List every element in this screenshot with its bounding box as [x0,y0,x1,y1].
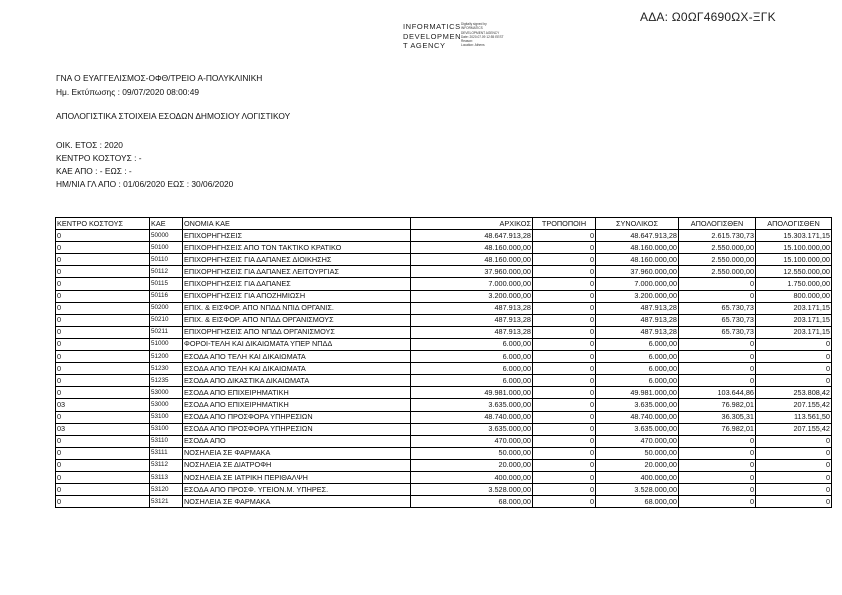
reported-month-cell: 0 [679,278,756,290]
reported-cumulative-cell: 15.100.000,00 [756,242,832,254]
initial-amount-cell: 470.000,00 [411,435,533,447]
print-date: Ημ. Εκτύπωσης : 09/07/2020 08:00:49 [56,87,200,97]
cost-center-cell: 0 [56,351,150,363]
column-header: ΑΠΟΛΟΓΙΣΘΕΝ [679,218,756,230]
kae-name-cell: ΕΣΟΔΑ ΑΠΟ [183,435,411,447]
kae-code-cell: 53100 [150,423,183,435]
kae-name-cell: ΕΣΟΔΑ ΑΠΟ ΕΠΙΧΕΙΡΗΜΑΤΙΚΗ [183,387,411,399]
table-row [56,254,832,266]
total-amount-cell: 20.000,00 [596,459,679,471]
modification-cell: 0 [533,375,596,387]
total-amount-cell: 470.000,00 [596,435,679,447]
reported-month-cell: 0 [679,351,756,363]
kae-code-cell: 50116 [150,290,183,302]
kae-name-cell: ΦΟΡΟΙ-ΤΕΛΗ ΚΑΙ ΔΙΚΑΙΩΜΑΤΑ ΥΠΕΡ ΝΠΔΔ [183,338,411,350]
reported-cumulative-cell: 203.171,15 [756,326,832,338]
ada-code: ΑΔΑ: Ω0ΩΓ4690ΩΧ-ΞΓΚ [640,10,776,24]
cost-center-cell: 0 [56,484,150,496]
kae-code-cell: 51000 [150,338,183,350]
total-amount-cell: 68.000,00 [596,496,679,508]
cost-center-cell: 0 [56,338,150,350]
initial-amount-cell: 48.160.000,00 [411,242,533,254]
kae-code-cell: 50200 [150,302,183,314]
reported-cumulative-cell: 0 [756,484,832,496]
table-row [56,484,832,496]
modification-cell: 0 [533,254,596,266]
cost-center-cell: 03 [56,399,150,411]
table-row [56,496,832,508]
cost-center-filter: ΚΕΝΤΡΟ ΚΟΣΤΟΥΣ : - [56,153,142,163]
cost-center-cell: 0 [56,230,150,242]
kae-name-cell: ΕΣΟΔΑ ΑΠΟ ΤΕΛΗ ΚΑΙ ΔΙΚΑΙΩΜΑΤΑ [183,351,411,363]
total-amount-cell: 6.000,00 [596,351,679,363]
modification-cell: 0 [533,266,596,278]
modification-cell: 0 [533,484,596,496]
cost-center-cell: 0 [56,266,150,278]
reported-month-cell: 65.730,73 [679,326,756,338]
kae-name-cell: ΕΠΙΧΟΡΗΓΗΣΕΙΣ ΓΙΑ ΔΑΠΑΝΕΣ ΛΕΙΤΟΥΡΓΙΑΣ [183,266,411,278]
modification-cell: 0 [533,363,596,375]
table-row [56,326,832,338]
table-row [56,338,832,350]
cost-center-cell: 0 [56,471,150,483]
total-amount-cell: 37.960.000,00 [596,266,679,278]
reported-cumulative-cell: 0 [756,471,832,483]
agency-logo-line: DEVELOPMEN [403,31,462,41]
initial-amount-cell: 3.528.000,00 [411,484,533,496]
table-row [56,435,832,447]
cost-center-cell: 0 [56,363,150,375]
total-amount-cell: 3.528.000,00 [596,484,679,496]
modification-cell: 0 [533,459,596,471]
kae-name-cell: ΕΣΟΔΑ ΑΠΟ ΕΠΙΧΕΙΡΗΜΑΤΙΚΗ [183,399,411,411]
modification-cell: 0 [533,471,596,483]
reported-cumulative-cell: 0 [756,435,832,447]
total-amount-cell: 48.647.913,28 [596,230,679,242]
signature-line: Date: 2020.07.09 12:55 EEST [461,34,504,39]
initial-amount-cell: 20.000,00 [411,459,533,471]
modification-cell: 0 [533,423,596,435]
modification-cell: 0 [533,230,596,242]
agency-logo [403,22,461,51]
reported-month-cell: 0 [679,435,756,447]
revenue-table [55,217,832,508]
table-row [56,230,832,242]
table-row [56,314,832,326]
modification-cell: 0 [533,302,596,314]
kae-code-cell: 53121 [150,496,183,508]
kae-name-cell: ΕΣΟΔΑ ΑΠΟ ΠΡΟΣΦ. ΥΓΕΙΟΝ.Μ. ΥΠΗΡΕΣ. [183,484,411,496]
fiscal-year: ΟΙΚ. ΕΤΟΣ : 2020 [56,140,123,150]
kae-code-cell: 53112 [150,459,183,471]
initial-amount-cell: 6.000,00 [411,351,533,363]
signature-line: INFORMATICS [461,26,483,31]
table-row [56,242,832,254]
kae-name-cell: ΕΠΙΧΟΡΗΓΗΣΕΙΣ ΓΙΑ ΑΠΟΖΗΜΙΩΣΗ [183,290,411,302]
total-amount-cell: 6.000,00 [596,363,679,375]
initial-amount-cell: 3.635.000,00 [411,423,533,435]
column-header: ΚΕΝΤΡΟ ΚΟΣΤΟΥΣ [56,218,150,230]
initial-amount-cell: 48.740.000,00 [411,411,533,423]
table-row [56,399,832,411]
kae-name-cell: ΕΣΟΔΑ ΑΠΟ ΠΡΟΣΦΟΡΑ ΥΠΗΡΕΣΙΩΝ [183,423,411,435]
cost-center-cell: 0 [56,459,150,471]
kae-code-cell: 50000 [150,230,183,242]
kae-name-cell: ΕΣΟΔΑ ΑΠΟ ΠΡΟΣΦΟΡΑ ΥΠΗΡΕΣΙΩΝ [183,411,411,423]
kae-name-cell: ΝΟΣΗΛΕΙΑ ΣΕ ΔΙΑΤΡΟΦΗ [183,459,411,471]
signature-line: Digitally signed by [461,22,487,26]
signature-line: Location: Athens [461,43,485,48]
reported-cumulative-cell: 0 [756,496,832,508]
reported-cumulative-cell: 0 [756,351,832,363]
kae-code-cell: 50100 [150,242,183,254]
modification-cell: 0 [533,435,596,447]
total-amount-cell: 48.740.000,00 [596,411,679,423]
reported-cumulative-cell: 1.750.000,00 [756,278,832,290]
initial-amount-cell: 7.000.000,00 [411,278,533,290]
kae-range-filter: ΚΑΕ ΑΠΟ : - ΕΩΣ : - [56,166,132,176]
kae-code-cell: 50112 [150,266,183,278]
table-row [56,471,832,483]
column-header: ΑΠΟΛΟΓΙΣΘΕΝ [756,218,832,230]
table-row [56,290,832,302]
kae-name-cell: ΕΠΙΧ. & ΕΙΣΦΟΡ. ΑΠΟ ΝΠΔΔ ΟΡΓΑΝΙΣΜΟΥΣ [183,314,411,326]
table-row [56,302,832,314]
kae-code-cell: 51230 [150,363,183,375]
initial-amount-cell: 37.960.000,00 [411,266,533,278]
digital-signature [461,22,504,48]
kae-name-cell: ΕΠΙΧ. & ΕΙΣΦΟΡ. ΑΠΟ ΝΠΔΔ ΝΠΙΔ ΟΡΓΑΝΙΣ. [183,302,411,314]
kae-name-cell: ΕΣΟΔΑ ΑΠΟ ΔΙΚΑΣΤΙΚΑ ΔΙΚΑΙΩΜΑΤΑ [183,375,411,387]
reported-cumulative-cell: 15.303.171,15 [756,230,832,242]
kae-name-cell: ΕΠΙΧΟΡΗΓΗΣΕΙΣ [183,230,411,242]
reported-month-cell: 2.550.000,00 [679,254,756,266]
reported-month-cell: 76.982,01 [679,423,756,435]
table-row [56,447,832,459]
modification-cell: 0 [533,447,596,459]
initial-amount-cell: 487.913,28 [411,302,533,314]
column-header: ΤΡΟΠΟΠΟΙΗ [533,218,596,230]
modification-cell: 0 [533,411,596,423]
modification-cell: 0 [533,290,596,302]
reported-month-cell: 65.730,73 [679,302,756,314]
reported-cumulative-cell: 207.155,42 [756,399,832,411]
kae-name-cell: ΕΠΙΧΟΡΗΓΗΣΕΙΣ ΓΙΑ ΔΑΠΑΝΕΣ [183,278,411,290]
initial-amount-cell: 6.000,00 [411,363,533,375]
kae-code-cell: 50110 [150,254,183,266]
signature-line: DEVELOPMENT AGENCY [461,30,500,35]
table-row [56,411,832,423]
organization-name: ΓΝΑ Ο ΕΥΑΓΓΕΛΙΣΜΟΣ-ΟΦΘ/ΤΡΕΙΟ Α-ΠΟΛΥΚΛΙΝΙΚΗ [56,73,263,83]
cost-center-cell: 0 [56,254,150,266]
cost-center-cell: 0 [56,242,150,254]
cost-center-cell: 0 [56,326,150,338]
reported-month-cell: 36.305,31 [679,411,756,423]
cost-center-cell: 0 [56,447,150,459]
reported-month-cell: 0 [679,496,756,508]
kae-code-cell: 51235 [150,375,183,387]
total-amount-cell: 487.913,28 [596,326,679,338]
reported-month-cell: 0 [679,290,756,302]
reported-cumulative-cell: 12.550.000,00 [756,266,832,278]
cost-center-cell: 0 [56,314,150,326]
cost-center-cell: 0 [56,375,150,387]
reported-cumulative-cell: 800.000,00 [756,290,832,302]
initial-amount-cell: 487.913,28 [411,314,533,326]
total-amount-cell: 48.160.000,00 [596,254,679,266]
cost-center-cell: 0 [56,496,150,508]
table-row [56,351,832,363]
table-header-row [56,218,832,230]
reported-month-cell: 65.730,73 [679,314,756,326]
reported-cumulative-cell: 253.808,42 [756,387,832,399]
reported-cumulative-cell: 0 [756,459,832,471]
reported-cumulative-cell: 0 [756,375,832,387]
report-title: ΑΠΟΛΟΓΙΣΤΙΚΑ ΣΤΟΙΧΕΙΑ ΕΣΟΔΩΝ ΔΗΜΟΣΙΟΥ ΛΟΓΙΣΤΙΚΟΥ [56,111,291,121]
reported-month-cell: 2.550.000,00 [679,266,756,278]
initial-amount-cell: 49.981.000,00 [411,387,533,399]
reported-month-cell: 0 [679,471,756,483]
reported-cumulative-cell: 113.561,50 [756,411,832,423]
kae-name-cell: ΝΟΣΗΛΕΙΑ ΣΕ ΦΑΡΜΑΚΑ [183,496,411,508]
table-row [56,266,832,278]
reported-cumulative-cell: 207.155,42 [756,423,832,435]
kae-name-cell: ΝΟΣΗΛΕΙΑ ΣΕ ΦΑΡΜΑΚΑ [183,447,411,459]
initial-amount-cell: 50.000,00 [411,447,533,459]
total-amount-cell: 487.913,28 [596,302,679,314]
total-amount-cell: 400.000,00 [596,471,679,483]
kae-name-cell: ΕΠΙΧΟΡΗΓΗΣΕΙΣ ΓΙΑ ΔΑΠΑΝΕΣ ΔΙΟΙΚΗΣΗΣ [183,254,411,266]
table-row [56,387,832,399]
cost-center-cell: 0 [56,435,150,447]
total-amount-cell: 7.000.000,00 [596,278,679,290]
date-range-filter: ΗΜ/ΝΙΑ ΓΛ ΑΠΟ : 01/06/2020 ΕΩΣ : 30/06/2020 [56,179,234,189]
signature-line: Reason: [461,39,473,44]
column-header: ΚΑΕ [150,218,183,230]
modification-cell: 0 [533,351,596,363]
column-header: ΣΥΝΟΛΙΚΟΣ [596,218,679,230]
reported-cumulative-cell: 0 [756,447,832,459]
reported-month-cell: 0 [679,447,756,459]
column-header: ΑΡΧΙΚΟΣ [411,218,533,230]
reported-month-cell: 2.550.000,00 [679,242,756,254]
initial-amount-cell: 68.000,00 [411,496,533,508]
total-amount-cell: 3.200.000,00 [596,290,679,302]
reported-cumulative-cell: 15.100.000,00 [756,254,832,266]
cost-center-cell: 0 [56,387,150,399]
modification-cell: 0 [533,278,596,290]
initial-amount-cell: 3.635.000,00 [411,399,533,411]
kae-code-cell: 50210 [150,314,183,326]
cost-center-cell: 0 [56,290,150,302]
reported-month-cell: 0 [679,375,756,387]
cost-center-cell: 03 [56,423,150,435]
reported-cumulative-cell: 203.171,15 [756,302,832,314]
reported-month-cell: 0 [679,484,756,496]
total-amount-cell: 6.000,00 [596,375,679,387]
kae-code-cell: 53100 [150,411,183,423]
total-amount-cell: 3.635.000,00 [596,399,679,411]
kae-name-cell: ΕΠΙΧΟΡΗΓΗΣΕΙΣ ΑΠΟ ΝΠΔΔ ΟΡΓΑΝΙΣΜΟΥΣ [183,326,411,338]
reported-cumulative-cell: 0 [756,363,832,375]
kae-code-cell: 53120 [150,484,183,496]
reported-month-cell: 0 [679,363,756,375]
total-amount-cell: 6.000,00 [596,338,679,350]
modification-cell: 0 [533,399,596,411]
cost-center-cell: 0 [56,302,150,314]
initial-amount-cell: 48.160.000,00 [411,254,533,266]
kae-name-cell: ΝΟΣΗΛΕΙΑ ΣΕ ΙΑΤΡΙΚΗ ΠΕΡΙΘΑΛΨΗ [183,471,411,483]
kae-code-cell: 50211 [150,326,183,338]
kae-code-cell: 51200 [150,351,183,363]
cost-center-cell: 0 [56,411,150,423]
kae-code-cell: 53113 [150,471,183,483]
modification-cell: 0 [533,326,596,338]
reported-cumulative-cell: 0 [756,338,832,350]
modification-cell: 0 [533,314,596,326]
kae-code-cell: 53000 [150,399,183,411]
total-amount-cell: 48.160.000,00 [596,242,679,254]
modification-cell: 0 [533,387,596,399]
total-amount-cell: 49.981.000,00 [596,387,679,399]
table-row [56,459,832,471]
total-amount-cell: 50.000,00 [596,447,679,459]
agency-logo-line: INFORMATICS [403,22,461,31]
kae-name-cell: ΕΠΙΧΟΡΗΓΗΣΕΙΣ ΑΠΟ ΤΟΝ ΤΑΚΤΙΚΟ ΚΡΑΤΙΚΟ [183,242,411,254]
modification-cell: 0 [533,496,596,508]
total-amount-cell: 487.913,28 [596,314,679,326]
initial-amount-cell: 400.000,00 [411,471,533,483]
kae-name-cell: ΕΣΟΔΑ ΑΠΟ ΤΕΛΗ ΚΑΙ ΔΙΚΑΙΩΜΑΤΑ [183,363,411,375]
table-row [56,278,832,290]
kae-code-cell: 53110 [150,435,183,447]
reported-month-cell: 0 [679,459,756,471]
initial-amount-cell: 3.200.000,00 [411,290,533,302]
total-amount-cell: 3.635.000,00 [596,423,679,435]
kae-code-cell: 50115 [150,278,183,290]
initial-amount-cell: 487.913,28 [411,326,533,338]
kae-code-cell: 53000 [150,387,183,399]
column-header: ΟΝΟΜΙΑ ΚΑΕ [183,218,411,230]
table-row [56,363,832,375]
kae-code-cell: 53111 [150,447,183,459]
table-row [56,423,832,435]
reported-month-cell: 76.982,01 [679,399,756,411]
cost-center-cell: 0 [56,278,150,290]
reported-month-cell: 103.644,86 [679,387,756,399]
initial-amount-cell: 6.000,00 [411,338,533,350]
table-row [56,375,832,387]
reported-month-cell: 0 [679,338,756,350]
initial-amount-cell: 48.647.913,28 [411,230,533,242]
modification-cell: 0 [533,242,596,254]
modification-cell: 0 [533,338,596,350]
agency-logo-line: T AGENCY [403,41,446,50]
initial-amount-cell: 6.000,00 [411,375,533,387]
reported-cumulative-cell: 203.171,15 [756,314,832,326]
reported-month-cell: 2.615.730,73 [679,230,756,242]
